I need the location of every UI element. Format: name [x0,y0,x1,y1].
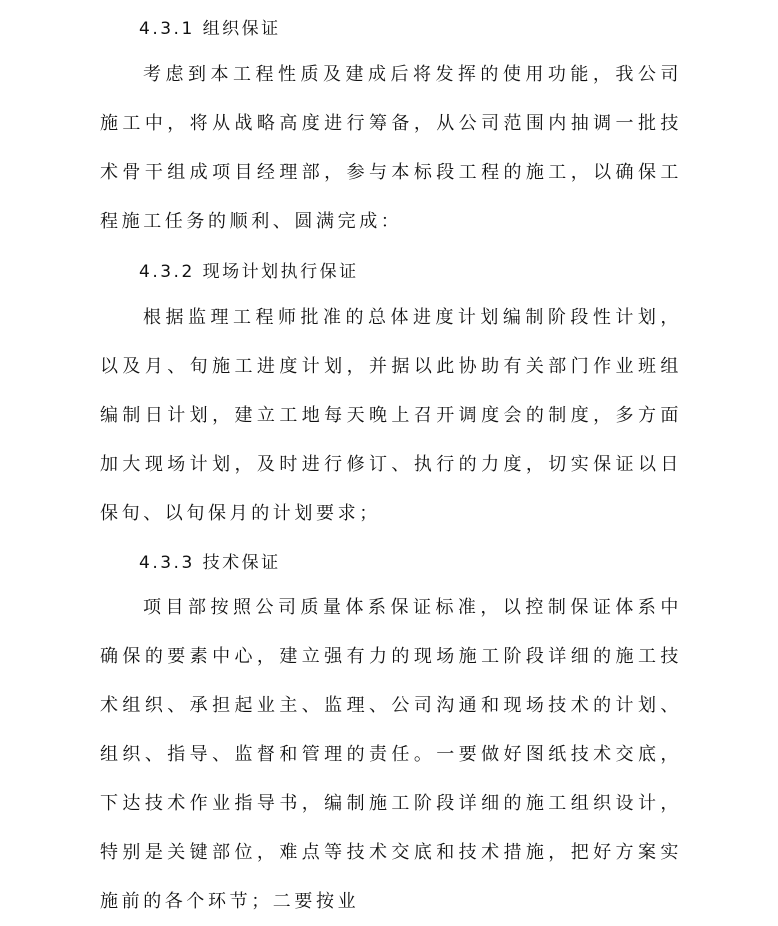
section-heading-4-3-3: 4.3.3 技术保证 [139,553,281,573]
section-heading-4-3-2: 4.3.2 现场计划执行保证 [139,262,359,282]
section-body-4-3-2: 根据监理工程师批准的总体进度计划编制阶段性计划，以及月、旬施工进度计划，并据以此协助有关部门作业班组编制日计划，建立工地每天晚上召开调度会的制度，多方面加大现场计划，及时进行修订、执行的力度，切实保证以日保旬、以旬保月的计划要求； [100,307,682,524]
section-heading-4-3-1: 4.3.1 组织保证 [139,19,281,39]
section-body-4-3-1: 考虑到本工程性质及建成后将发挥的使用功能，我公司施工中，将从战略高度进行筹备，从公司范围内抽调一批技术骨干组成项目经理部，参与本标段工程的施工，以确保工程施工任务的顺利、圆满完成： [100,64,682,232]
section-body-4-3-3: 项目部按照公司质量体系保证标准，以控制保证体系中确保的要素中心，建立强有力的现场施工阶段详细的施工技术组织、承担起业主、监理、公司沟通和现场技术的计划、组织、指导、监督和管理的责任。一要做好图纸技术交底，下达技术作业指导书，编制施工阶段详细的施工组织设计，特别是关键部位，难点等技术交底和技术措施，把好方案实施前的各个环节；二要按业 [100,597,682,912]
